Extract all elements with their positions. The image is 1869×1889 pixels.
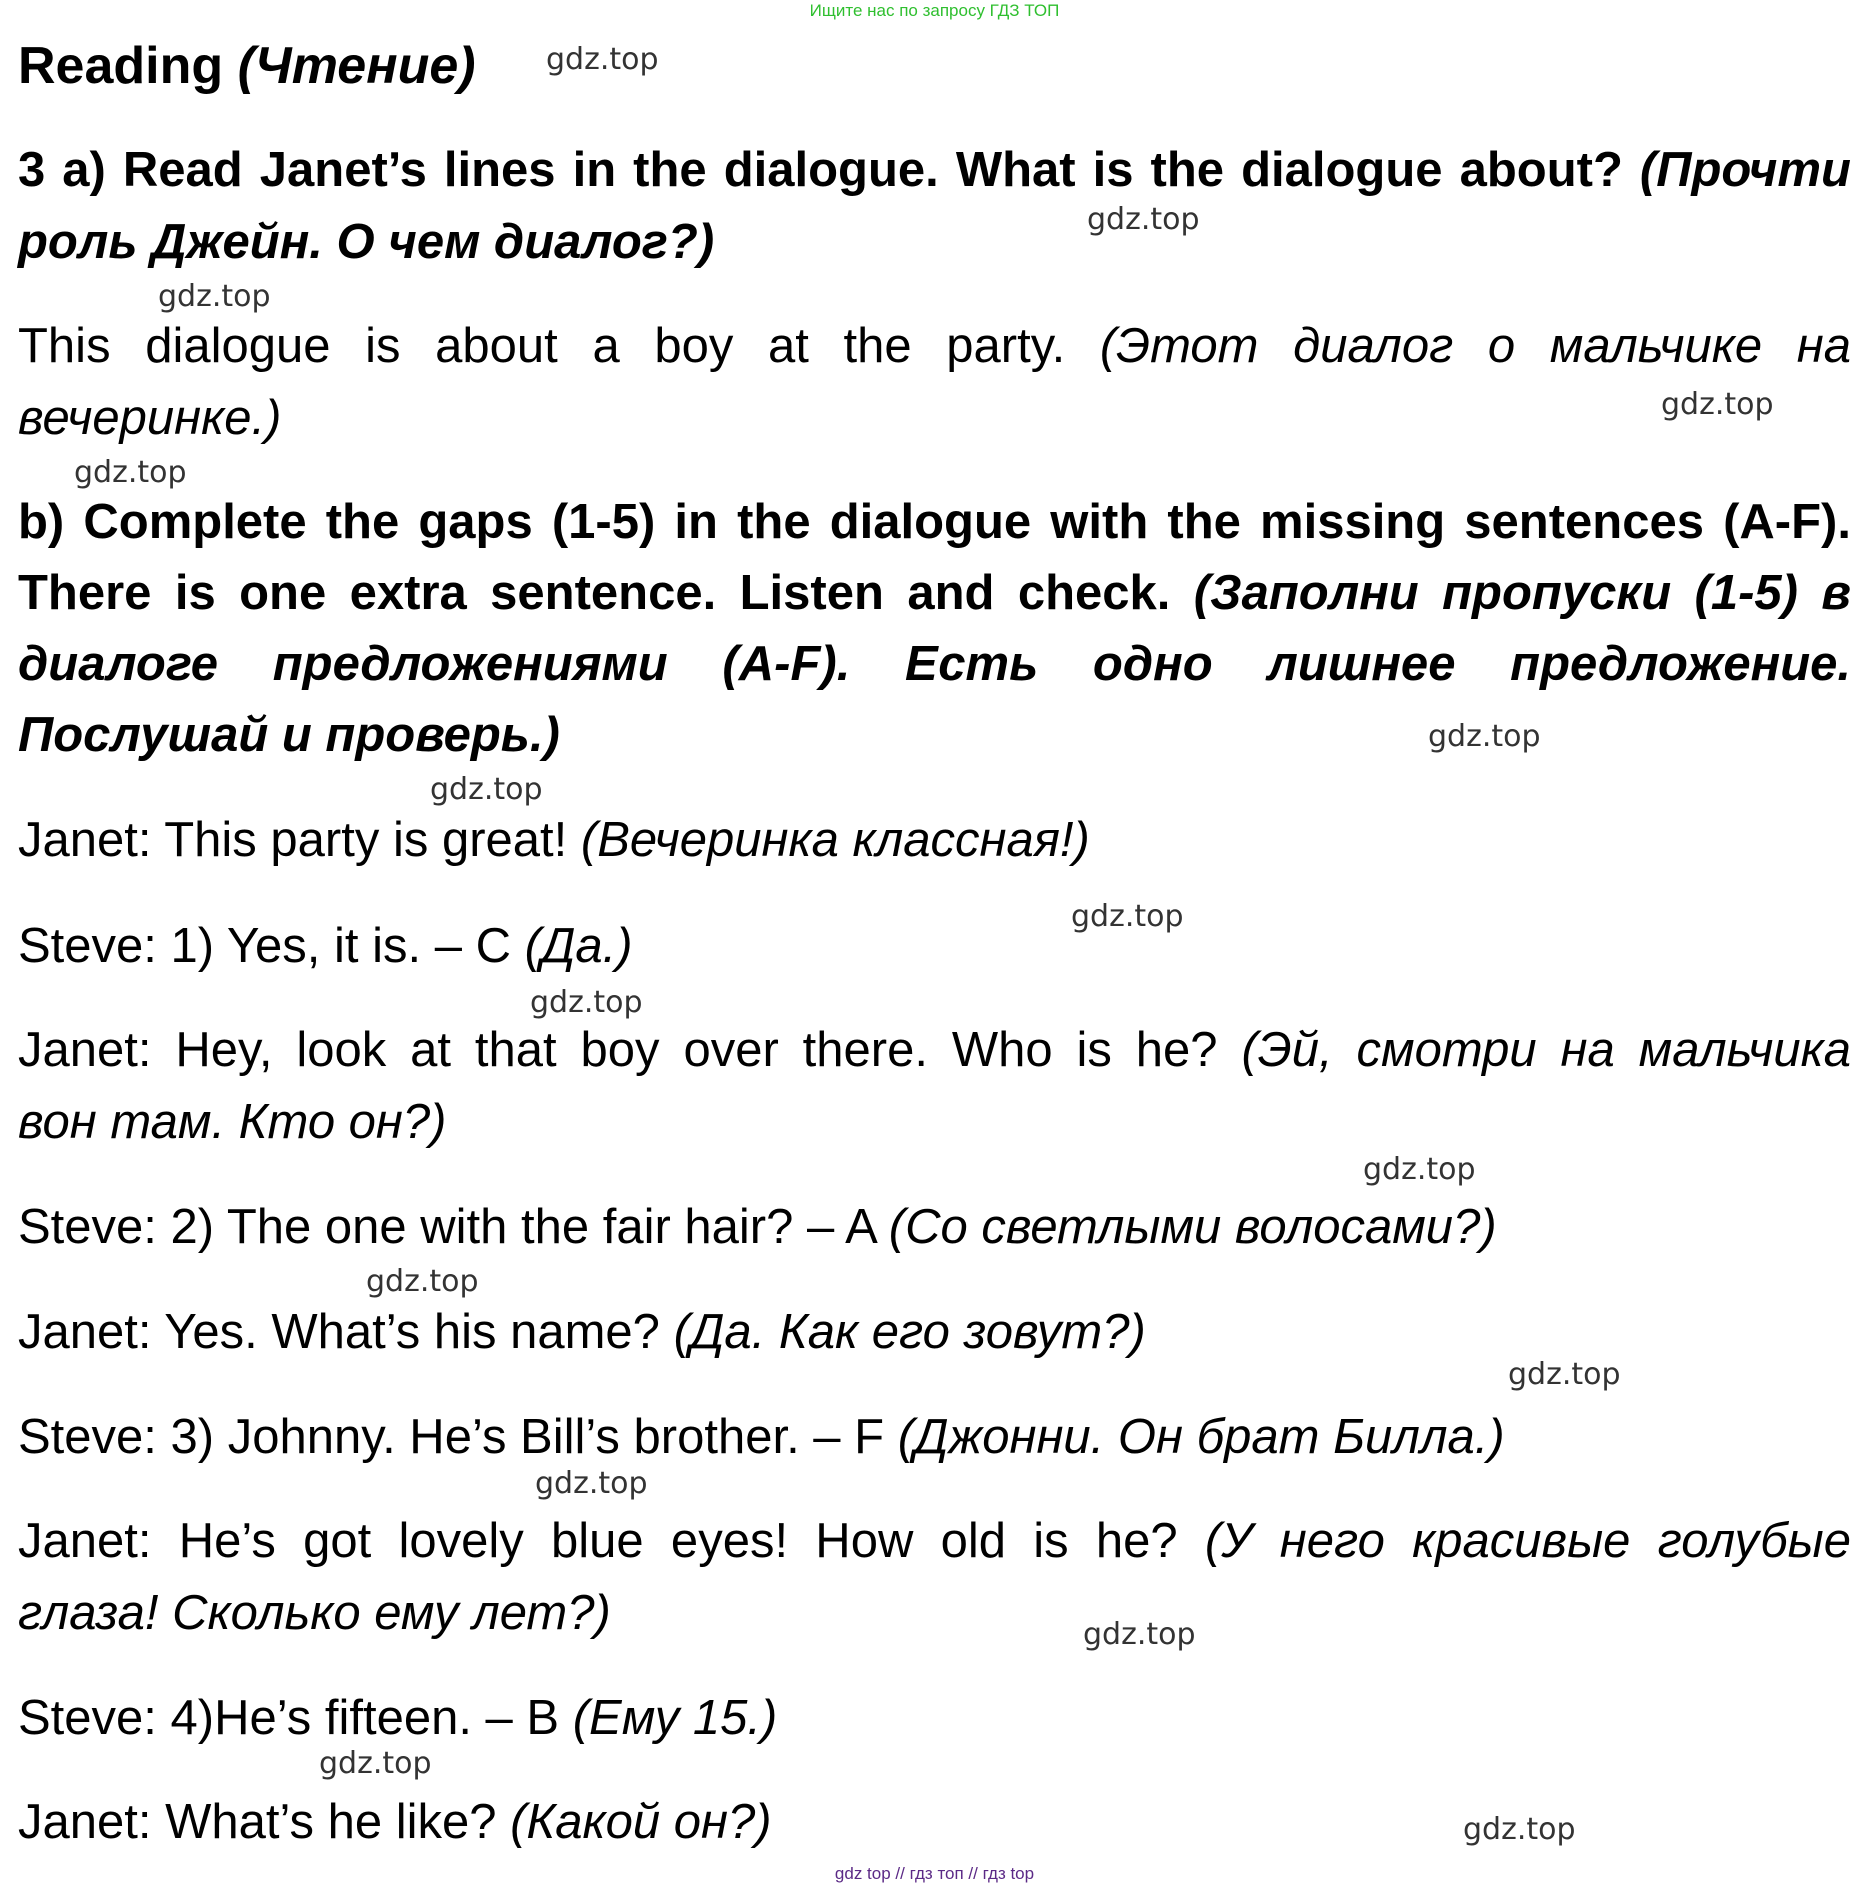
dialogue-ru: (Джонни. Он брат Билла.) [897, 1410, 1505, 1464]
dialogue-line-cont: глаза! Сколько ему лет?) [18, 1586, 611, 1640]
task-b-en: There is one extra sentence. Listen and check. [18, 566, 1171, 620]
watermark: gdz.top [1083, 1617, 1196, 1652]
watermark: gdz.top [1428, 719, 1541, 754]
watermark: gdz.top [319, 1746, 432, 1781]
dialogue-line [18, 1792, 1851, 1852]
dialogue-en: Steve: 2) The one with the fair hair? – A [18, 1200, 876, 1254]
dialogue-en: Janet: He’s got lovely blue eyes! How old is he? [18, 1514, 1178, 1568]
dialogue-en: Janet: This party is great! [18, 813, 568, 867]
dialogue-line-cont: вон там. Кто он?) [18, 1095, 447, 1149]
watermark: gdz.top [1661, 387, 1774, 422]
task-b-ru: (Заполни пропуски (1-5) в [1193, 566, 1851, 620]
watermark: gdz.top [430, 772, 543, 807]
page-title [18, 36, 1851, 96]
answer-a-line-1 [18, 316, 1851, 376]
watermark: gdz.top [366, 1264, 479, 1299]
dialogue-ru: (Да.) [524, 919, 633, 973]
task-a-en: 3 a) Read Janet’s lines in the dialogue. What is the dialogue about? [18, 143, 1623, 197]
dialogue-en: Steve: 4)He’s fifteen. – B [18, 1691, 560, 1745]
dialogue-ru: (У него красивые голубые [1204, 1514, 1851, 1568]
dialogue-line [18, 810, 1851, 870]
dialogue-en: Janet: Yes. What’s his name? [18, 1305, 660, 1359]
watermark: gdz.top [530, 985, 643, 1020]
dialogue-line [18, 1197, 1851, 1257]
top-banner: Ищите нас по запросу ГДЗ ТОП [809, 1, 1060, 20]
dialogue-line [18, 1020, 1851, 1080]
dialogue-ru: (Какой он?) [510, 1795, 772, 1849]
watermark: gdz.top [74, 455, 187, 490]
title-ru: (Чтение) [237, 37, 476, 95]
dialogue-ru: (Да. Как его зовут?) [673, 1305, 1146, 1359]
task-a-line-1 [18, 140, 1851, 200]
dialogue-line [18, 1407, 1851, 1467]
task-b-line-1: b) Complete the gaps (1-5) in the dialogue with the missing sentences (A-F). [18, 495, 1851, 549]
dialogue-ru: (Ему 15.) [572, 1691, 778, 1745]
dialogue-line [18, 916, 1851, 976]
task-b-line-3: диалоге предложениями (A-F). Есть одно лишнее предложение. [18, 637, 1851, 691]
dialogue-line [18, 1302, 1851, 1362]
task-b-line-4: Послушай и проверь.) [18, 708, 560, 762]
dialogue-line [18, 1688, 1851, 1748]
watermark: gdz.top [1363, 1152, 1476, 1187]
answer-a-en: This dialogue is about a boy at the party. [18, 319, 1066, 373]
task-b-line-2 [18, 563, 1851, 623]
bottom-banner: gdz top // гдз топ // гдз top [834, 1864, 1035, 1883]
dialogue-en: Janet: Hey, look at that boy over there. Who is he? [18, 1023, 1218, 1077]
dialogue-ru: (Вечеринка классная!) [580, 813, 1090, 867]
dialogue-ru: (Со светлыми волосами?) [888, 1200, 1497, 1254]
title-en: Reading [18, 37, 224, 95]
watermark: gdz.top [546, 42, 659, 77]
answer-a-ru: (Этот диалог о мальчике на [1099, 319, 1851, 373]
dialogue-en: Steve: 1) Yes, it is. – C [18, 919, 511, 973]
dialogue-en: Steve: 3) Johnny. He’s Bill’s brother. – F [18, 1410, 885, 1464]
dialogue-en: Janet: What’s he like? [18, 1795, 497, 1849]
watermark: gdz.top [1087, 202, 1200, 237]
watermark: gdz.top [1071, 899, 1184, 934]
watermark: gdz.top [158, 279, 271, 314]
watermark: gdz.top [1463, 1812, 1576, 1847]
watermark: gdz.top [535, 1466, 648, 1501]
task-a-ru: (Прочти [1639, 143, 1851, 197]
dialogue-line [18, 1511, 1851, 1571]
watermark: gdz.top [1508, 1357, 1621, 1392]
task-a-line-2: роль Джейн. О чем диалог?) [18, 215, 715, 269]
answer-a-line-2: вечеринке.) [18, 391, 282, 445]
dialogue-ru: (Эй, смотри на мальчика [1241, 1023, 1851, 1077]
